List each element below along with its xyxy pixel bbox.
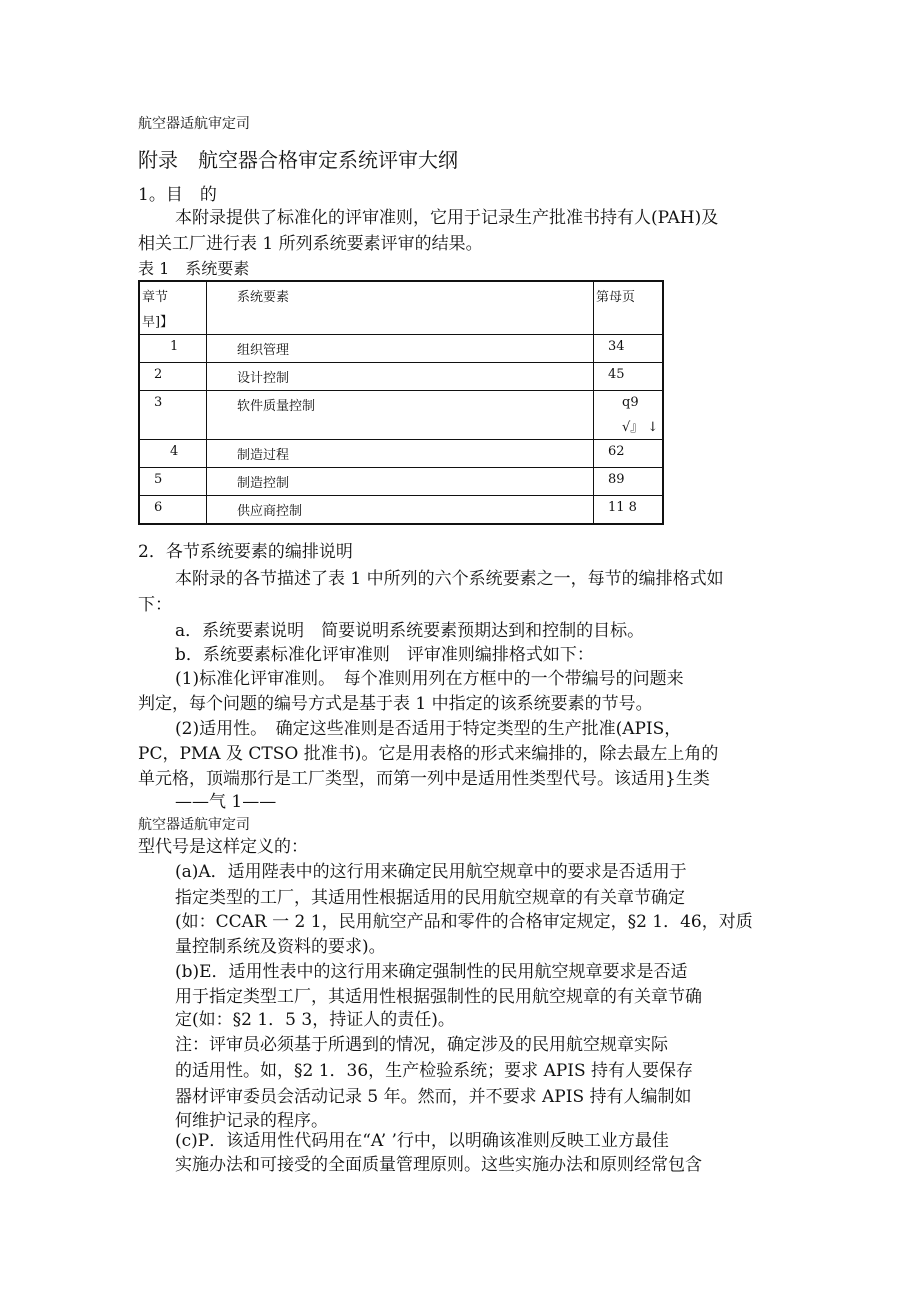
cell-page: 11 8 xyxy=(594,496,664,525)
table-row xyxy=(139,391,663,440)
paragraph-line: (1)标准化评审准则。 每个准则用列在方框中的一个带编号的问题来 xyxy=(175,669,684,689)
system-elements-table xyxy=(138,280,664,525)
paragraph-line: 定(如：§2 1．5 3，持证人的责任)。 xyxy=(175,1010,455,1030)
paragraph-line: 下： xyxy=(138,595,172,615)
cell-page: 62 xyxy=(594,440,664,468)
header-element-label: 系统要素 xyxy=(237,290,290,305)
table-header-row xyxy=(139,281,663,335)
paragraph-line: PC，PMA 及 CTSO 批准书)。它是用表格的形式来编排的，除去最左上角的 xyxy=(138,744,719,764)
paragraph-line: 型代号是这样定义的： xyxy=(138,837,308,857)
cell-page: 89 xyxy=(594,468,664,496)
table-row xyxy=(139,440,663,468)
cell-element: 软件质量控制 xyxy=(207,391,594,440)
paragraph-line: 单元格，顶端那行是工厂类型，而第一列中是适用性类型代号。该适用}生类 xyxy=(138,769,710,789)
cell-element: 设计控制 xyxy=(207,363,594,391)
table-row xyxy=(139,468,663,496)
cell-element: 制造控制 xyxy=(207,468,594,496)
cell-chapter: 4 xyxy=(139,440,207,468)
cell-chapter: 6 xyxy=(139,496,207,525)
page-footer: ——气 1—— xyxy=(175,792,277,812)
table-row xyxy=(139,496,663,525)
paragraph-line: (2)适用性。 确定这些准则是否适用于特定类型的生产批准(APIS， xyxy=(175,719,682,739)
paragraph-line: 本附录提供了标准化的评审准则，它用于记录生产批准书持有人(PAH)及 xyxy=(175,208,719,228)
paragraph-line: (如：CCAR 一 2 1，民用航空产品和零件的合格审定规定，§2 1．46，对质 xyxy=(175,912,753,932)
header-chapter xyxy=(139,281,207,335)
paragraph-line: 相关工厂进行表 1 所列系统要素评审的结果。 xyxy=(138,234,483,254)
table-row xyxy=(139,335,663,363)
paragraph-line: 用于指定类型工厂，其适用性根据强制性的民用航空规章的有关章节确 xyxy=(175,987,702,1007)
header-chapter-line2: 早]】 xyxy=(142,315,174,330)
paragraph-line: 器材评审委员会活动记录 5 年。然而，并不要求 APIS 持有人编制如 xyxy=(175,1087,692,1107)
header-page: 第母页 xyxy=(594,281,664,335)
paragraph-line: 判定，每个问题的编号方式是基于表 1 中指定的该系统要素的节号。 xyxy=(138,694,653,714)
cell-page xyxy=(594,391,664,440)
paragraph-line: 量控制系统及资料的要求)。 xyxy=(175,937,386,957)
paragraph-line: a．系统要素说明 简要说明系统要素预期达到和控制的目标。 xyxy=(175,621,645,641)
paragraph-line: 指定类型的工厂，其适用性根据适用的民用航空规章的有关章节确定 xyxy=(175,888,685,908)
cell-element: 制造过程 xyxy=(207,440,594,468)
paragraph-line: b．系统要素标准化评审准则 评审准则编排格式如下： xyxy=(175,645,594,665)
cell-chapter: 5 xyxy=(139,468,207,496)
cell-page: 45 xyxy=(594,363,664,391)
header-chapter-line1: 章节 xyxy=(142,290,169,305)
running-header: 航空器适航审定司 xyxy=(138,116,250,132)
document-title: 附录 航空器合格审定系统评审大纲 xyxy=(138,148,458,172)
paragraph-line: 实施办法和可接受的全面质量管理原则。这些实施办法和原则经常包含 xyxy=(175,1155,702,1175)
paragraph-line: 本附录的各节描述了表 1 中所列的六个系统要素之一，每节的编排格式如 xyxy=(175,569,724,589)
paragraph-line: (c)P．该适用性代码用在“A’ ’行中，以明确该准则反映工业方最佳 xyxy=(175,1131,669,1151)
table-caption: 表 1 系统要素 xyxy=(138,259,250,278)
paragraph-line: 的适用性。如，§2 1．36，生产检验系统；要求 APIS 持有人要保存 xyxy=(175,1061,694,1081)
running-header-page2: 航空器适航审定司 xyxy=(138,817,250,833)
cell-element: 组织管理 xyxy=(207,335,594,363)
header-element xyxy=(207,281,594,335)
paragraph-line: 何维护记录的程序。 xyxy=(175,1111,328,1131)
cell-page-extra: √』 ↓ xyxy=(622,420,659,435)
paragraph-line: (b)E．适用性表中的这行用来确定强制性的民用航空规章要求是否适 xyxy=(175,962,688,982)
paragraph-line: 注：评审员必须基于所遇到的情况，确定涉及的民用航空规章实际 xyxy=(175,1035,668,1055)
cell-chapter: 2 xyxy=(139,363,207,391)
cell-page-value: q9 xyxy=(622,395,639,410)
cell-element: 供应商控制 xyxy=(207,496,594,525)
cell-page: 34 xyxy=(594,335,664,363)
cell-chapter: 3 xyxy=(139,391,207,440)
paragraph-line: (a)A．适用陛表中的这行用来确定民用航空规章中的要求是否适用于 xyxy=(175,862,687,882)
table-row xyxy=(139,363,663,391)
cell-chapter: 1 xyxy=(139,335,207,363)
section2-heading: 2．各节系统要素的编排说明 xyxy=(138,542,353,562)
section1-heading: 1。目 的 xyxy=(138,185,217,205)
